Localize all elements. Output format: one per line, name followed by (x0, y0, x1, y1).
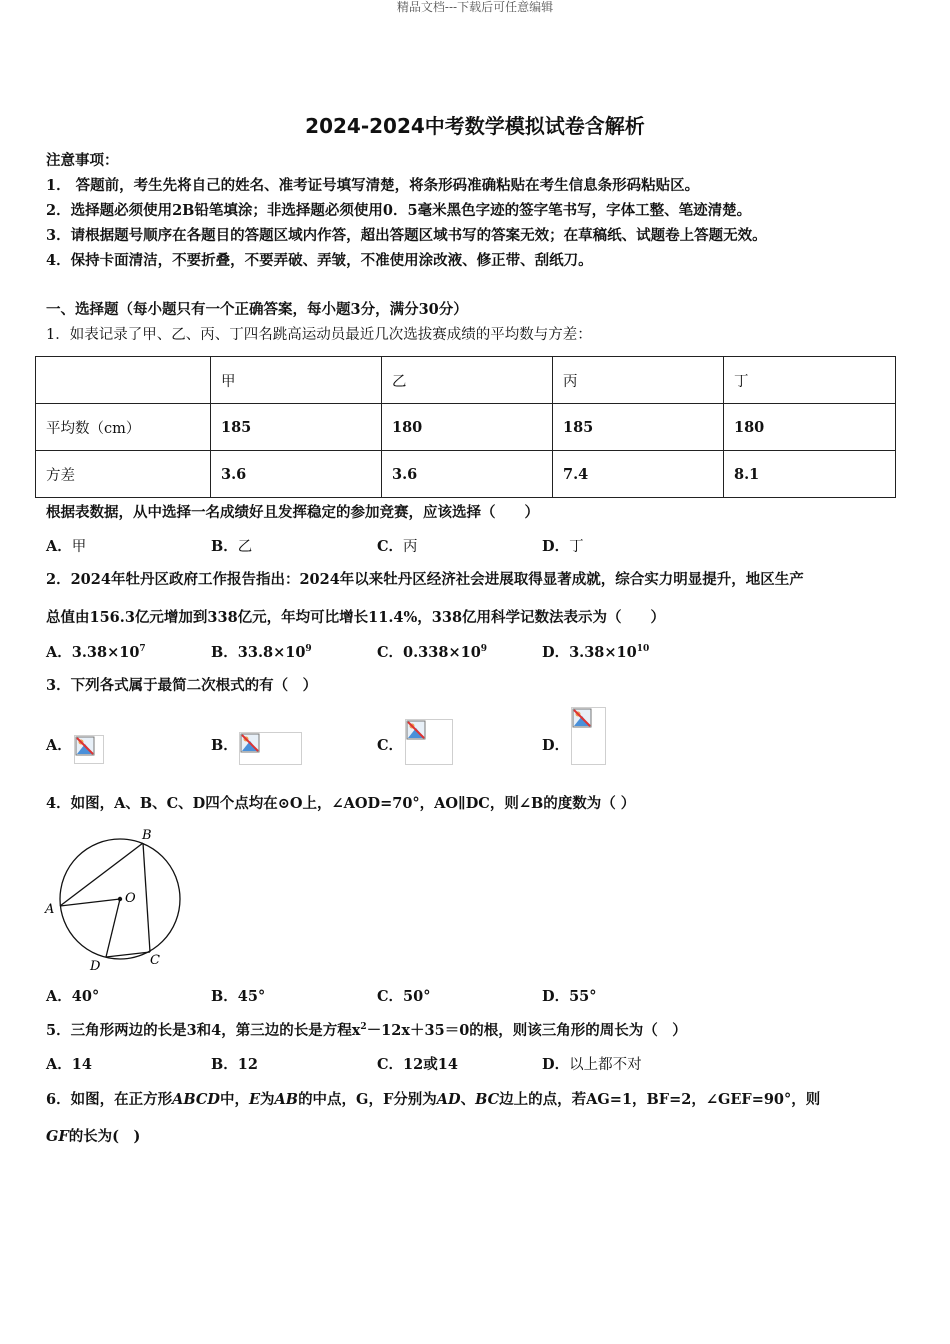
table-cell: 185 (553, 404, 724, 451)
page-title: 2024-2024中考数学模拟试卷含解析 (305, 114, 645, 138)
label-b: B (142, 828, 152, 843)
table-cell: 方差 (36, 451, 211, 498)
segment-bc (143, 843, 150, 952)
table-cell: 平均数（cm） (36, 404, 211, 451)
q4-stem: 4．如图，A、B、C、D四个点均在⊙O上，∠AOD=70°，AO∥DC，则∠B的度数为（ ） (46, 795, 636, 812)
table-cell: 甲 (211, 357, 382, 404)
q2-option-b: B．$33.8\times 10^9$ (211, 644, 312, 661)
segment-ao (60, 899, 120, 906)
q3-stem: 3．下列各式属于最简二次根式的有（ ） (46, 677, 318, 694)
label-d: D (90, 959, 101, 974)
table-cell: 180 (724, 404, 896, 451)
q2-line-1: 2．2024年牡丹区政府工作报告指出：2024年以来牡丹区经济社会进展取得显著成就，综合实力明显提升，地区生产 (46, 571, 804, 588)
q4-option-b: B．45° (211, 988, 266, 1005)
note-item-4: 4．保持卡面清洁，不要折叠，不要弄破、弄皱，不准使用涂改液、修正带、刮纸刀。 (46, 252, 593, 269)
segment-od (106, 899, 120, 957)
q5-option-d: D．以上都不对 (542, 1056, 642, 1073)
table-cell: 185 (211, 404, 382, 451)
q2-line-2: 总值由156.3亿元增加到338亿元，年均可比增长11.4%，338亿用科学记数法表示为（ ） (46, 609, 666, 626)
q3-option-d-image (571, 707, 606, 765)
q1-option-d: D．丁 (542, 538, 584, 555)
q3-option-b-image (239, 732, 302, 765)
q1-question: 根据表数据，从中选择一名成绩好且发挥稳定的参加竞赛，应该选择（ ） (46, 504, 539, 521)
q3-option-a-image (74, 735, 104, 764)
q6-line-2: GF的长为( ) (46, 1128, 141, 1145)
table-cell: 丙 (553, 357, 724, 404)
q1-option-b: B．乙 (211, 538, 253, 555)
table-row (36, 451, 896, 498)
broken-image-icon (240, 733, 260, 753)
q5-option-a: A．14 (46, 1056, 92, 1073)
page-header-watermark: 精品文档---下载后可任意编辑 (396, 0, 554, 14)
table-cell (36, 357, 211, 404)
table-cell: 丁 (724, 357, 896, 404)
q3-option-a-label: A． (46, 737, 72, 754)
notes-heading: 注意事项： (46, 152, 119, 169)
table-cell: 3.6 (382, 451, 553, 498)
q3-option-b-label: B． (211, 737, 238, 754)
q4-option-c: C．50° (377, 988, 431, 1005)
q1-table (35, 356, 896, 498)
section-heading: 一、选择题（每小题只有一个正确答案，每小题3分，满分30分） (46, 301, 468, 318)
q3-option-c-label: C． (377, 737, 404, 754)
q2-option-a: A．$3.38\times 10^7$ (46, 644, 146, 661)
q3-option-c-image (405, 719, 453, 765)
q4-option-d: D．55° (542, 988, 597, 1005)
q4-option-a: A．40° (46, 988, 100, 1005)
label-o: O (125, 891, 136, 906)
q5-option-c: C．12或14 (377, 1056, 458, 1073)
note-item-3: 3．请根据题号顺序在各题目的答题区域内作答，超出答题区域书写的答案无效；在草稿纸、试题卷上答题无效。 (46, 227, 767, 244)
q2-option-d: D．$3.38\times 10^{10}$ (542, 644, 650, 661)
table-cell: 乙 (382, 357, 553, 404)
note-item-2: 2．选择题必须使用2B铅笔填涂；非选择题必须使用0．5毫米黑色字迹的签字笔书写，字体工整、笔迹清楚。 (46, 202, 752, 219)
broken-image-icon (75, 736, 95, 756)
table-cell: 180 (382, 404, 553, 451)
label-c: C (150, 953, 160, 968)
table-cell: 3.6 (211, 451, 382, 498)
q1-option-a: A．甲 (46, 538, 87, 555)
table-cell: 8.1 (724, 451, 896, 498)
table-header-row (36, 357, 896, 404)
q5-stem: 5．三角形两边的长是3和4，第三边的长是方程$x^2-12x+35=0$的根，则该三角形的周长为（ ） (46, 1022, 687, 1039)
table-cell: 7.4 (553, 451, 724, 498)
q6-line-1: 6．如图，在正方形ABCD中，E为AB的中点，G，F分别为AD、BC边上的点，若AG=1，BF=2，∠GEF=90°，则 (46, 1091, 821, 1108)
q2-option-c: C．$0.338\times 10^9$ (377, 644, 488, 661)
note-item-1: 1． 答题前，考生先将自己的姓名、准考证号填写清楚，将条形码准确粘贴在考生信息条形码粘贴区。 (46, 177, 700, 194)
q3-option-d-label: D． (542, 737, 570, 754)
table-row (36, 404, 896, 451)
q1-stem: 1．如表记录了甲、乙、丙、丁四名跳高运动员最近几次选拔赛成绩的平均数与方差： (46, 327, 592, 343)
broken-image-icon (406, 720, 426, 740)
q4-circle-figure (40, 822, 190, 977)
broken-image-icon (572, 708, 592, 728)
q1-option-c: C．丙 (377, 538, 418, 555)
label-a: A (45, 902, 55, 917)
q5-option-b: B．12 (211, 1056, 258, 1073)
center-point (118, 897, 122, 901)
